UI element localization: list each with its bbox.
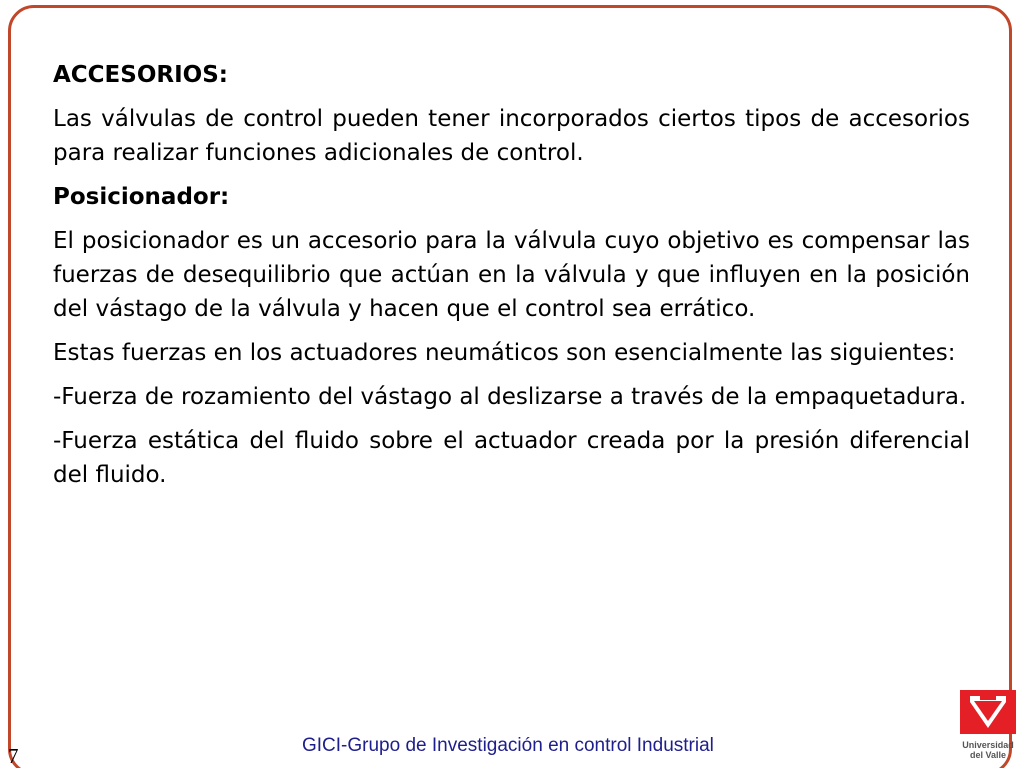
paragraph-accesorios: Las válvulas de control pueden tener incorporados ciertos tipos de accesorios para realizar funciones adicionales de control. xyxy=(53,106,970,166)
page-number: 7 xyxy=(8,744,19,768)
heading-accesorios: ACCESORIOS: xyxy=(53,62,228,88)
paragraph-posicionador: El posicionador es un accesorio para la válvula cuyo objetivo es compensar las fuerzas de desequilibrio que actúan en la válvula y que influyen en la posición del vástago de la válvula y hacen que el control sea errático. xyxy=(53,228,970,322)
list-item-estatica: -Fuerza estática del fluido sobre el actuador creada por la presión diferencial del fluido. xyxy=(53,428,970,488)
logo-mark xyxy=(960,690,1016,734)
logo-text-line1: Universidad xyxy=(962,740,1014,750)
heading-posicionador: Posicionador: xyxy=(53,184,230,210)
slide-content xyxy=(53,58,970,502)
list-item-rozamiento: -Fuerza de rozamiento del vástago al deslizarse a través de la empaquetadura. xyxy=(53,384,967,410)
footer-text: GICI-Grupo de Investigación en control Industrial xyxy=(302,735,714,756)
logo-emblem-icon xyxy=(960,690,1016,734)
university-logo xyxy=(958,690,1018,768)
logo-text-line2: del Valle xyxy=(969,750,1007,760)
paragraph-fuerzas: Estas fuerzas en los actuadores neumáticos son esencialmente las siguientes: xyxy=(53,340,956,366)
